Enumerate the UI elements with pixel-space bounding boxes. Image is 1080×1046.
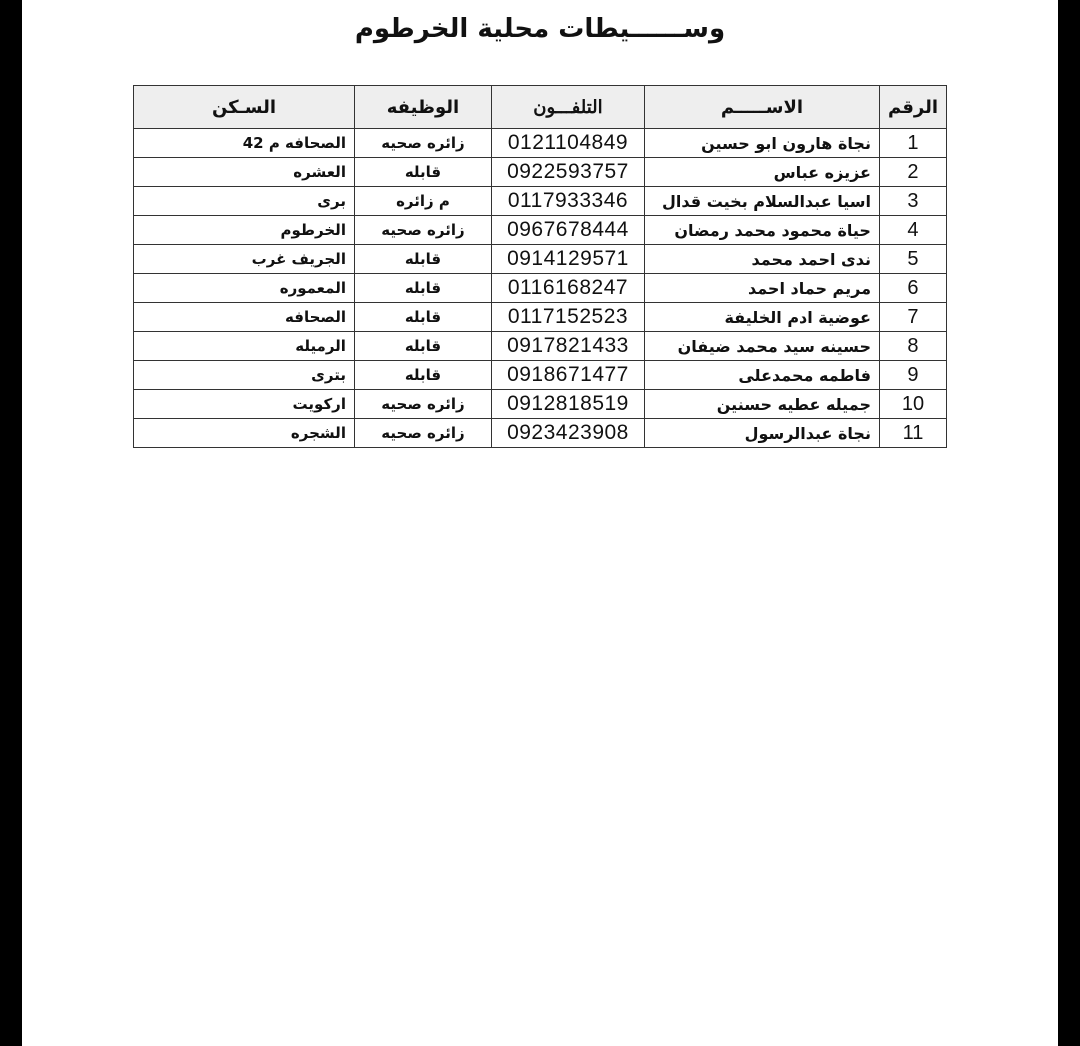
cell-residence: العشره [134,158,355,187]
document-page [22,0,1058,1046]
cell-phone: 0117933346 [491,187,644,216]
cell-number: 10 [879,390,946,419]
cell-name: مريم حماد احمد [644,274,879,303]
cell-job: قابله [354,332,491,361]
cell-job: زائره صحيه [354,129,491,158]
cell-name: عوضية ادم الخليفة [644,303,879,332]
table-row [134,361,947,390]
cell-number: 8 [879,332,946,361]
header-number: الرقم [879,86,946,129]
cell-residence: المعموره [134,274,355,303]
cell-name: حسينه سيد محمد ضيفان [644,332,879,361]
cell-phone: 0117152523 [491,303,644,332]
table-row [134,158,947,187]
cell-number: 1 [879,129,946,158]
cell-phone: 0914129571 [491,245,644,274]
cell-job: قابله [354,274,491,303]
cell-number: 5 [879,245,946,274]
cell-name: نجاة عبدالرسول [644,419,879,448]
cell-job: قابله [354,303,491,332]
table-row [134,419,947,448]
header-phone: التلفـــون [491,86,644,129]
cell-phone: 0116168247 [491,274,644,303]
table-row [134,129,947,158]
table-row [134,274,947,303]
cell-number: 2 [879,158,946,187]
table-header-row [134,86,947,129]
page-title: وســــــيطات محلية الخرطوم [354,14,726,44]
cell-residence: بترى [134,361,355,390]
midwives-table [133,85,947,448]
cell-job: قابله [354,361,491,390]
table-row [134,303,947,332]
cell-number: 7 [879,303,946,332]
cell-phone: 0967678444 [491,216,644,245]
header-residence: السـكن [134,86,355,129]
cell-name: ندى احمد محمد [644,245,879,274]
cell-job: زائره صحيه [354,390,491,419]
cell-name: عزيزه عباس [644,158,879,187]
cell-residence: الصحافه م 42 [134,129,355,158]
cell-name: حياة محمود محمد رمضان [644,216,879,245]
cell-job: قابله [354,245,491,274]
cell-name: اسيا عبدالسلام بخيت قدال [644,187,879,216]
cell-phone: 0121104849 [491,129,644,158]
cell-job: زائره صحيه [354,216,491,245]
header-name: الاســـــم [644,86,879,129]
cell-phone: 0912818519 [491,390,644,419]
cell-residence: الرميله [134,332,355,361]
cell-number: 4 [879,216,946,245]
table-row [134,216,947,245]
table-row [134,390,947,419]
cell-job: زائره صحيه [354,419,491,448]
table-row [134,245,947,274]
cell-number: 11 [879,419,946,448]
table-body [134,129,947,448]
cell-name: جميله عطيه حسنين [644,390,879,419]
cell-job: م زائره [354,187,491,216]
cell-residence: الجريف غرب [134,245,355,274]
cell-phone: 0918671477 [491,361,644,390]
cell-residence: اركويت [134,390,355,419]
cell-phone: 0917821433 [491,332,644,361]
cell-name: نجاة هارون ابو حسين [644,129,879,158]
table-row [134,332,947,361]
cell-number: 3 [879,187,946,216]
cell-number: 6 [879,274,946,303]
cell-job: قابله [354,158,491,187]
cell-residence: برى [134,187,355,216]
header-job: الوظيفه [354,86,491,129]
cell-name: فاطمه محمدعلى [644,361,879,390]
cell-phone: 0923423908 [491,419,644,448]
cell-number: 9 [879,361,946,390]
cell-phone: 0922593757 [491,158,644,187]
table-row [134,187,947,216]
cell-residence: الخرطوم [134,216,355,245]
cell-residence: الصحافه [134,303,355,332]
cell-residence: الشجره [134,419,355,448]
